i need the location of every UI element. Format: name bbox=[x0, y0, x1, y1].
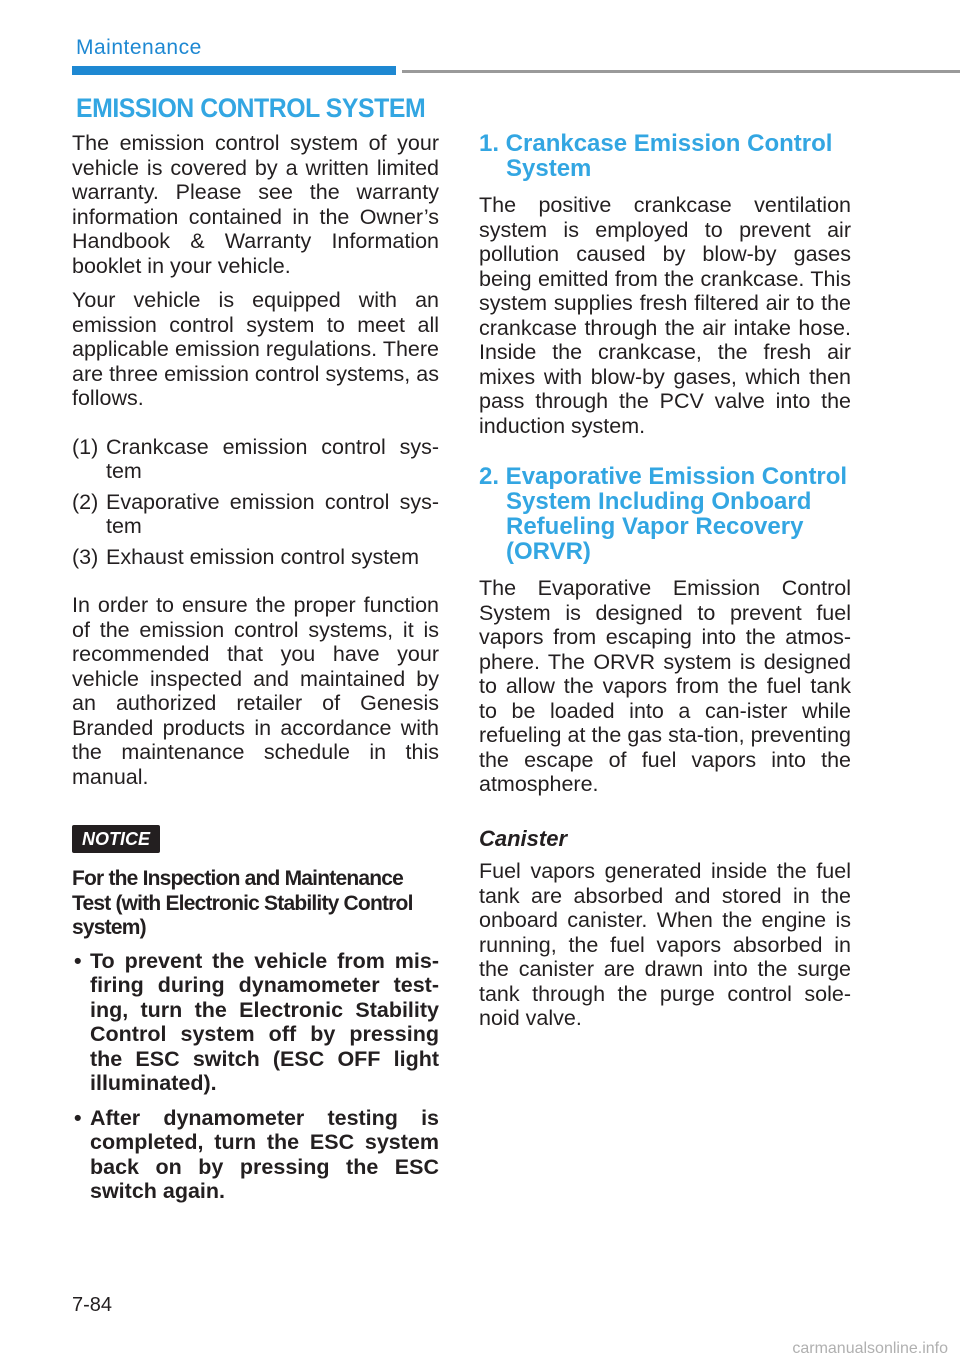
equipment-paragraph: Your vehicle is equipped with an emission control system to meet all applicable emission regulations. There are three emission control systems, as follows. bbox=[72, 288, 439, 410]
list-item-text: Exhaust emission control system bbox=[106, 544, 420, 569]
notice-bullets bbox=[72, 949, 439, 1204]
header-bar-blue bbox=[72, 66, 396, 75]
evaporative-paragraph: The Evaporative Emission Control System is designed to prevent fuel vapors from escaping into the atmos-phere. The ORVR system is designed to allow the vapors from the fuel tank to be loaded into a can-ister while refueling at the gas sta-tion, preventing the escape of fuel vapors into the atmosphere. bbox=[479, 576, 851, 796]
header-label: Maintenance bbox=[76, 36, 202, 59]
section-title: EMISSION CONTROL SYSTEM bbox=[76, 93, 426, 123]
watermark: carmanualsonline.info bbox=[792, 1340, 948, 1357]
list-item-number: (3) bbox=[72, 544, 99, 569]
list-item bbox=[72, 545, 439, 570]
canister-heading: Canister bbox=[479, 825, 568, 851]
crankcase-heading: 1. Crankcase Emission Control System bbox=[479, 130, 833, 182]
header-bar-gray bbox=[402, 70, 960, 73]
right-column bbox=[479, 131, 851, 1041]
list-item-number: (1) bbox=[72, 434, 99, 459]
bullet-icon: • bbox=[74, 1105, 82, 1130]
bullet-text: After dynamometer testing is completed, turn the ESC system back on by pressing the ESC switch again. bbox=[90, 1105, 439, 1203]
list-item bbox=[72, 1106, 439, 1204]
intro-paragraph: The emission control system of your vehicle is covered by a written limited warranty. Please see the warranty information contained in the Owner’s Handbook & Warranty Information booklet in your vehicle. bbox=[72, 131, 439, 278]
page-number: 7-84 bbox=[72, 1294, 113, 1316]
list-item bbox=[72, 435, 439, 484]
list-item bbox=[72, 949, 439, 1096]
list-item-text: Evaporative emission control sys-tem bbox=[106, 489, 439, 538]
canister-paragraph: Fuel vapors generated inside the fuel tank are absorbed and stored in the onboard canister. When the engine is running, the fuel vapors absorbed in the canister are drawn into the surge tank through the purge control sole-noid valve. bbox=[479, 859, 851, 1030]
notice-badge: NOTICE bbox=[72, 825, 160, 853]
systems-list bbox=[72, 435, 439, 570]
list-item-number: (2) bbox=[72, 489, 99, 514]
list-item bbox=[72, 490, 439, 539]
evaporative-heading: 2. Evaporative Emission Control System Including Onboard Refueling Vapor Recovery (ORVR) bbox=[479, 463, 848, 565]
notice-title: For the Inspection and Maintenance Test (with Electronic Stability Control system) bbox=[72, 867, 413, 939]
crankcase-paragraph: The positive crankcase ventilation system is employed to prevent air pollution caused by blow-by gases being emitted from the crankcase. This system supplies fresh filtered air to the crankcase through the air intake hose. Inside the crankcase, the fresh air mixes with blow-by gases, which then pass through the PCV valve into the induction system. bbox=[479, 193, 851, 438]
bullet-icon: • bbox=[74, 948, 82, 973]
left-column bbox=[72, 131, 439, 1214]
bullet-text: To prevent the vehicle from mis-firing during dynamometer test-ing, turn the Electronic Stability Control system off by pressing the ESC switch (ESC OFF light illuminated). bbox=[90, 948, 439, 1095]
list-item-text: Crankcase emission control sys-tem bbox=[106, 434, 439, 483]
maintenance-paragraph: In order to ensure the proper function of the emission control systems, it is recommended that you have your vehicle inspected and maintained by an authorized retailer of Genesis Branded products in accordance with the maintenance schedule in this manual. bbox=[72, 593, 439, 789]
